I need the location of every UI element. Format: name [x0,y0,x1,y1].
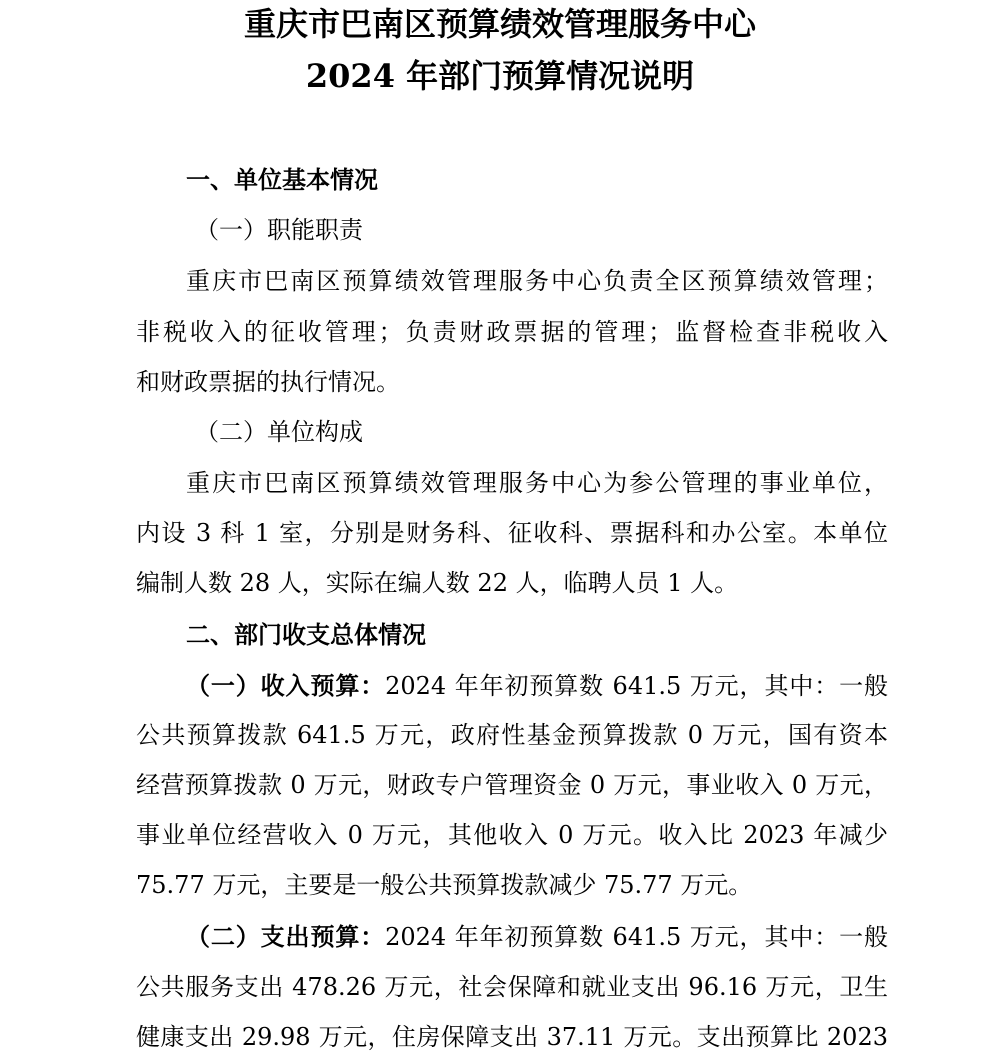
income-label: （一）收入预算： [186,671,386,700]
document-title-line-1: 重庆市巴南区预算绩效管理服务中心 [243,5,756,43]
income-paragraph-line-3: 经营预算拨款 0 万元，财政专户管理资金 0 万元，事业收入 0 万元， [136,771,888,799]
income-paragraph-line-5: 75.77 万元，主要是一般公共预算拨款减少 75.77 万元。 [136,871,753,899]
paragraph-1-2-line-2: 内设 3 科 1 室，分别是财务科、征收科、票据科和办公室。本单位 [136,519,888,547]
income-paragraph-line-4: 事业单位经营收入 0 万元，其他收入 0 万元。收入比 2023 年减少 [136,821,888,849]
section-2-heading: 二、部门收支总体情况 [186,620,426,649]
subsection-1-1-heading: （一）职能职责 [195,216,363,244]
expense-paragraph-line-1 [186,922,888,952]
paragraph-1-2-line-3: 编制人数 28 人，实际在编人数 22 人，临聘人员 1 人。 [136,569,739,597]
paragraph-1-1-line-3: 和财政票据的执行情况。 [136,368,400,396]
expense-label: （二）支出预算： [186,922,386,951]
paragraph-1-1-line-2: 非税收入的征收管理；负责财政票据的管理；监督检查非税收入 [136,318,888,346]
subsection-1-2-heading: （二）单位构成 [195,418,363,446]
income-first-line-text: 2024 年年初预算数 641.5 万元，其中：一般 [385,672,888,700]
income-paragraph-line-2: 公共预算拨款 641.5 万元，政府性基金预算拨款 0 万元，国有资本 [136,721,888,749]
section-1-heading: 一、单位基本情况 [186,165,378,194]
document-title-line-2: 2024 年部门预算情况说明 [305,57,695,95]
expense-first-line-text: 2024 年年初预算数 641.5 万元，其中：一般 [385,923,888,951]
paragraph-1-2-line-1: 重庆市巴南区预算绩效管理服务中心为参公管理的事业单位， [186,469,888,497]
paragraph-1-1-line-1: 重庆市巴南区预算绩效管理服务中心负责全区预算绩效管理； [186,267,888,295]
expense-paragraph-line-3: 健康支出 29.98 万元，住房保障支出 37.11 万元。支出预算比 2023 [136,1023,888,1051]
expense-paragraph-line-2: 公共服务支出 478.26 万元，社会保障和就业支出 96.16 万元，卫生 [136,973,888,1001]
income-paragraph-line-1 [186,671,888,701]
